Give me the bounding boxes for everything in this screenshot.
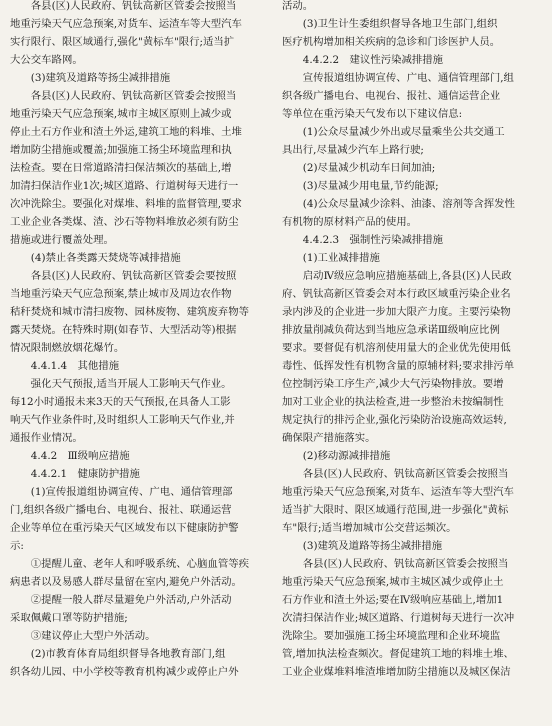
- text-line: 采取佩戴口罩等防护措施;: [10, 612, 128, 624]
- text-line: 增加防尘措施或覆盖;加强施工扬尘环境监理和执: [10, 144, 232, 156]
- text-line: 医疗机构增加相关疾病的急诊和门诊医护人员。: [282, 36, 501, 48]
- text-line: 企业等单位在重污染天气区域发布以下健康防护警: [10, 522, 239, 534]
- paragraph: [282, 123, 542, 159]
- paragraph: [10, 0, 266, 69]
- text-line: 石方作业和渣土外运;要在Ⅳ级响应基础上,增加1: [282, 594, 504, 606]
- text-line: 适当扩大限时、限区域通行范围,进一步强化"黄标: [282, 504, 509, 516]
- paragraph: [282, 177, 542, 195]
- text-line: (3)建筑及道路等扬尘减排措施: [302, 540, 443, 552]
- paragraph: [10, 591, 266, 627]
- text-line: 各县(区)人民政府、钒钛高新区管委会要按照: [30, 270, 237, 282]
- text-line: 录内涉及的企业进一步加大限产力度。主要污染物: [282, 306, 511, 318]
- section-heading: 4.4.1.4 其他措施: [30, 360, 120, 372]
- text-line: 洗除尘。要加强施工扬尘环境监理和企业环境监: [282, 630, 501, 642]
- text-line: 各县(区)人民政府、钒钛高新区管委会按照当: [30, 0, 237, 12]
- text-line: 地重污染天气应急预案,城市主城区减少或停止土: [282, 576, 504, 588]
- paragraph: [282, 69, 542, 123]
- text-line: 情况限制燃放烟花爆竹。: [10, 342, 125, 354]
- paragraph: [282, 267, 542, 447]
- section-heading: (3)建筑及道路等扬尘减排措施: [30, 72, 171, 84]
- text-line: 各县(区)人民政府、钒钛高新区管委会按照当: [30, 90, 237, 102]
- text-line: 次清扫保洁作业;城区道路、行道树每天进行一次冲: [282, 612, 515, 624]
- text-line: 露天焚烧。在特殊时期(如春节、大型活动等)根据: [10, 324, 237, 336]
- text-line: 实行限行、限区域通行,强化"黄标车"限行;适当扩: [10, 36, 235, 48]
- section-heading: 4.4.2.3 强制性污染减排措施: [302, 234, 444, 246]
- text-line: 等单位在重污染天气发布以下建议信息:: [282, 108, 463, 120]
- text-line: 排放量削减负荷达到当地应急承诺Ⅲ级响应比例: [282, 324, 500, 336]
- text-line: (3)尽量减少用电量,节约能源;: [302, 180, 439, 192]
- section-heading: 4.4.2.2 建议性污染减排措施: [302, 54, 444, 66]
- paragraph: [10, 645, 266, 681]
- text-line: 强化天气预报,适当开展人工影响天气作业。: [30, 378, 232, 390]
- right-column: [282, 0, 542, 681]
- text-line: 法检查。要在日常道路清扫保洁频次的基础上,增: [10, 162, 232, 174]
- text-line: 通报作业情况。: [10, 432, 83, 444]
- text-line: 织各级广播电台、电视台、报社、通信运营企业: [282, 90, 501, 102]
- text-line: 加清扫保洁作业1次;城区道路、行道树每天进行一: [10, 180, 239, 192]
- text-line: 响天气作业条件时,及时组织人工影响天气作业,并: [10, 414, 235, 426]
- section-heading: (4)禁止各类露天焚烧等减排措施: [30, 252, 181, 264]
- text-line: 示:: [10, 540, 24, 552]
- text-line: 病患者以及易感人群尽量留在室内,避免户外活动。: [10, 576, 242, 588]
- text-line: (1)工业减排措施: [302, 252, 380, 264]
- paragraph: [282, 0, 542, 15]
- text-line: (1)宣传报道组协调宣传、广电、通信管理部: [30, 486, 233, 498]
- text-line: 毒性、低挥发性有机物含量的原辅材料;要求排污单: [282, 360, 515, 372]
- text-line: 启动Ⅳ级应急响应措施基础上,各县(区)人民政: [302, 270, 512, 282]
- text-line: 每12小时通报未来3天的天气预报,在具备人工影: [10, 396, 231, 408]
- paragraph: [282, 249, 542, 267]
- text-line: 停止土石方作业和渣土外运,建筑工地的料堆、土堆: [10, 126, 242, 138]
- text-line: (2)尽量减少机动车日间加油;: [302, 162, 436, 174]
- paragraph: [282, 15, 542, 51]
- paragraph: [10, 375, 266, 447]
- text-line: ③建议停止大型户外活动。: [30, 630, 156, 642]
- paragraph: [282, 159, 542, 177]
- text-line: 规定执行的排污企业,强化污染防治设施高效运转,: [282, 414, 507, 426]
- text-line: 门,组织各级广播电台、电视台、报社、联通运营: [10, 504, 232, 516]
- text-line: (2)移动源减排措施: [302, 450, 391, 462]
- section-heading: 4.4.2 Ⅲ级响应措施: [30, 450, 130, 462]
- text-line: 具出行,尽量减少汽车上路行驶;: [282, 144, 424, 156]
- text-line: 宣传报道组协调宣传、广电、通信管理部门,组: [302, 72, 514, 84]
- paragraph: [282, 195, 542, 231]
- text-line: 有机物的原材料产品的使用。: [282, 216, 418, 228]
- text-line: 织各幼儿园、中小学校等教育机构减少或停止户外: [10, 666, 239, 678]
- text-line: 地重污染天气应急预案,对货车、运渣车等大型汽车: [282, 486, 514, 498]
- text-line: ①提醒儿童、老年人和呼吸系统、心脑血管等疾: [30, 558, 249, 570]
- left-column: [10, 0, 266, 681]
- text-line: 当地重污染天气应急预案,禁止城市及周边农作物: [10, 288, 232, 300]
- text-line: 要求。要督促有机溶剂使用量大的企业优先使用低: [282, 342, 511, 354]
- text-line: (2)市教育体育局组织督导各地教育部门,组: [30, 648, 226, 660]
- paragraph: [10, 483, 266, 555]
- text-line: 次冲洗除尘。要强化对煤堆、料堆的监督管理,要求: [10, 198, 242, 210]
- paragraph: [10, 267, 266, 357]
- text-line: 位控制污染工序生产,减少大气污染物排放。要增: [282, 378, 504, 390]
- section-heading: 4.4.2.1 健康防护措施: [30, 468, 140, 480]
- text-line: 地重污染天气应急预案,城市主城区原则上减少或: [10, 108, 232, 120]
- text-line: 管,增加执法检查频次。督促建筑工地的料堆土堆、: [282, 648, 514, 660]
- paragraph: [10, 627, 266, 645]
- text-line: (3)卫生计生委组织督导各地卫生部门,组织: [302, 18, 498, 30]
- paragraph: [10, 555, 266, 591]
- text-line: 府、钒钛高新区管委会对本行政区域重污染企业名: [282, 288, 511, 300]
- text-line: 活动。: [282, 0, 314, 12]
- text-line: (4)公众尽量减少涂料、油漆、溶剂等含挥发性: [302, 198, 515, 210]
- text-line: 确保限产措施落实。: [282, 432, 376, 444]
- text-line: 加对工业企业的执法检查,进一步整治未按编制性: [282, 396, 504, 408]
- text-line: ②提醒一般人群尽量避免户外活动,户外活动: [30, 594, 232, 606]
- text-line: 车"限行;适当增加城市公交营运频次。: [282, 522, 457, 534]
- paragraph: [282, 447, 542, 465]
- text-line: 工业企业煤堆料堆渣堆增加防尘措施以及城区保洁: [282, 666, 511, 678]
- text-line: 工业企业各类煤、渣、沙石等物料堆放必须有防尘: [10, 216, 239, 228]
- paragraph: [282, 555, 542, 681]
- text-line: 大公交车路网。: [10, 54, 83, 66]
- text-line: 各县(区)人民政府、钒钛高新区管委会按照当: [302, 558, 509, 570]
- paragraph: [282, 465, 542, 537]
- text-line: 秸秆焚烧和城市清扫废物、园林废物、建筑废弃物等: [10, 306, 249, 318]
- text-line: (1)公众尽量减少外出或尽量乘坐公共交通工: [302, 126, 505, 138]
- paragraph: [282, 537, 542, 555]
- text-line: 地重污染天气应急预案,对货车、运渣车等大型汽车: [10, 18, 242, 30]
- text-line: 措施或进行覆盖处理。: [10, 234, 114, 246]
- paragraph: [10, 87, 266, 249]
- text-line: 各县(区)人民政府、钒钛高新区管委会按照当: [302, 468, 509, 480]
